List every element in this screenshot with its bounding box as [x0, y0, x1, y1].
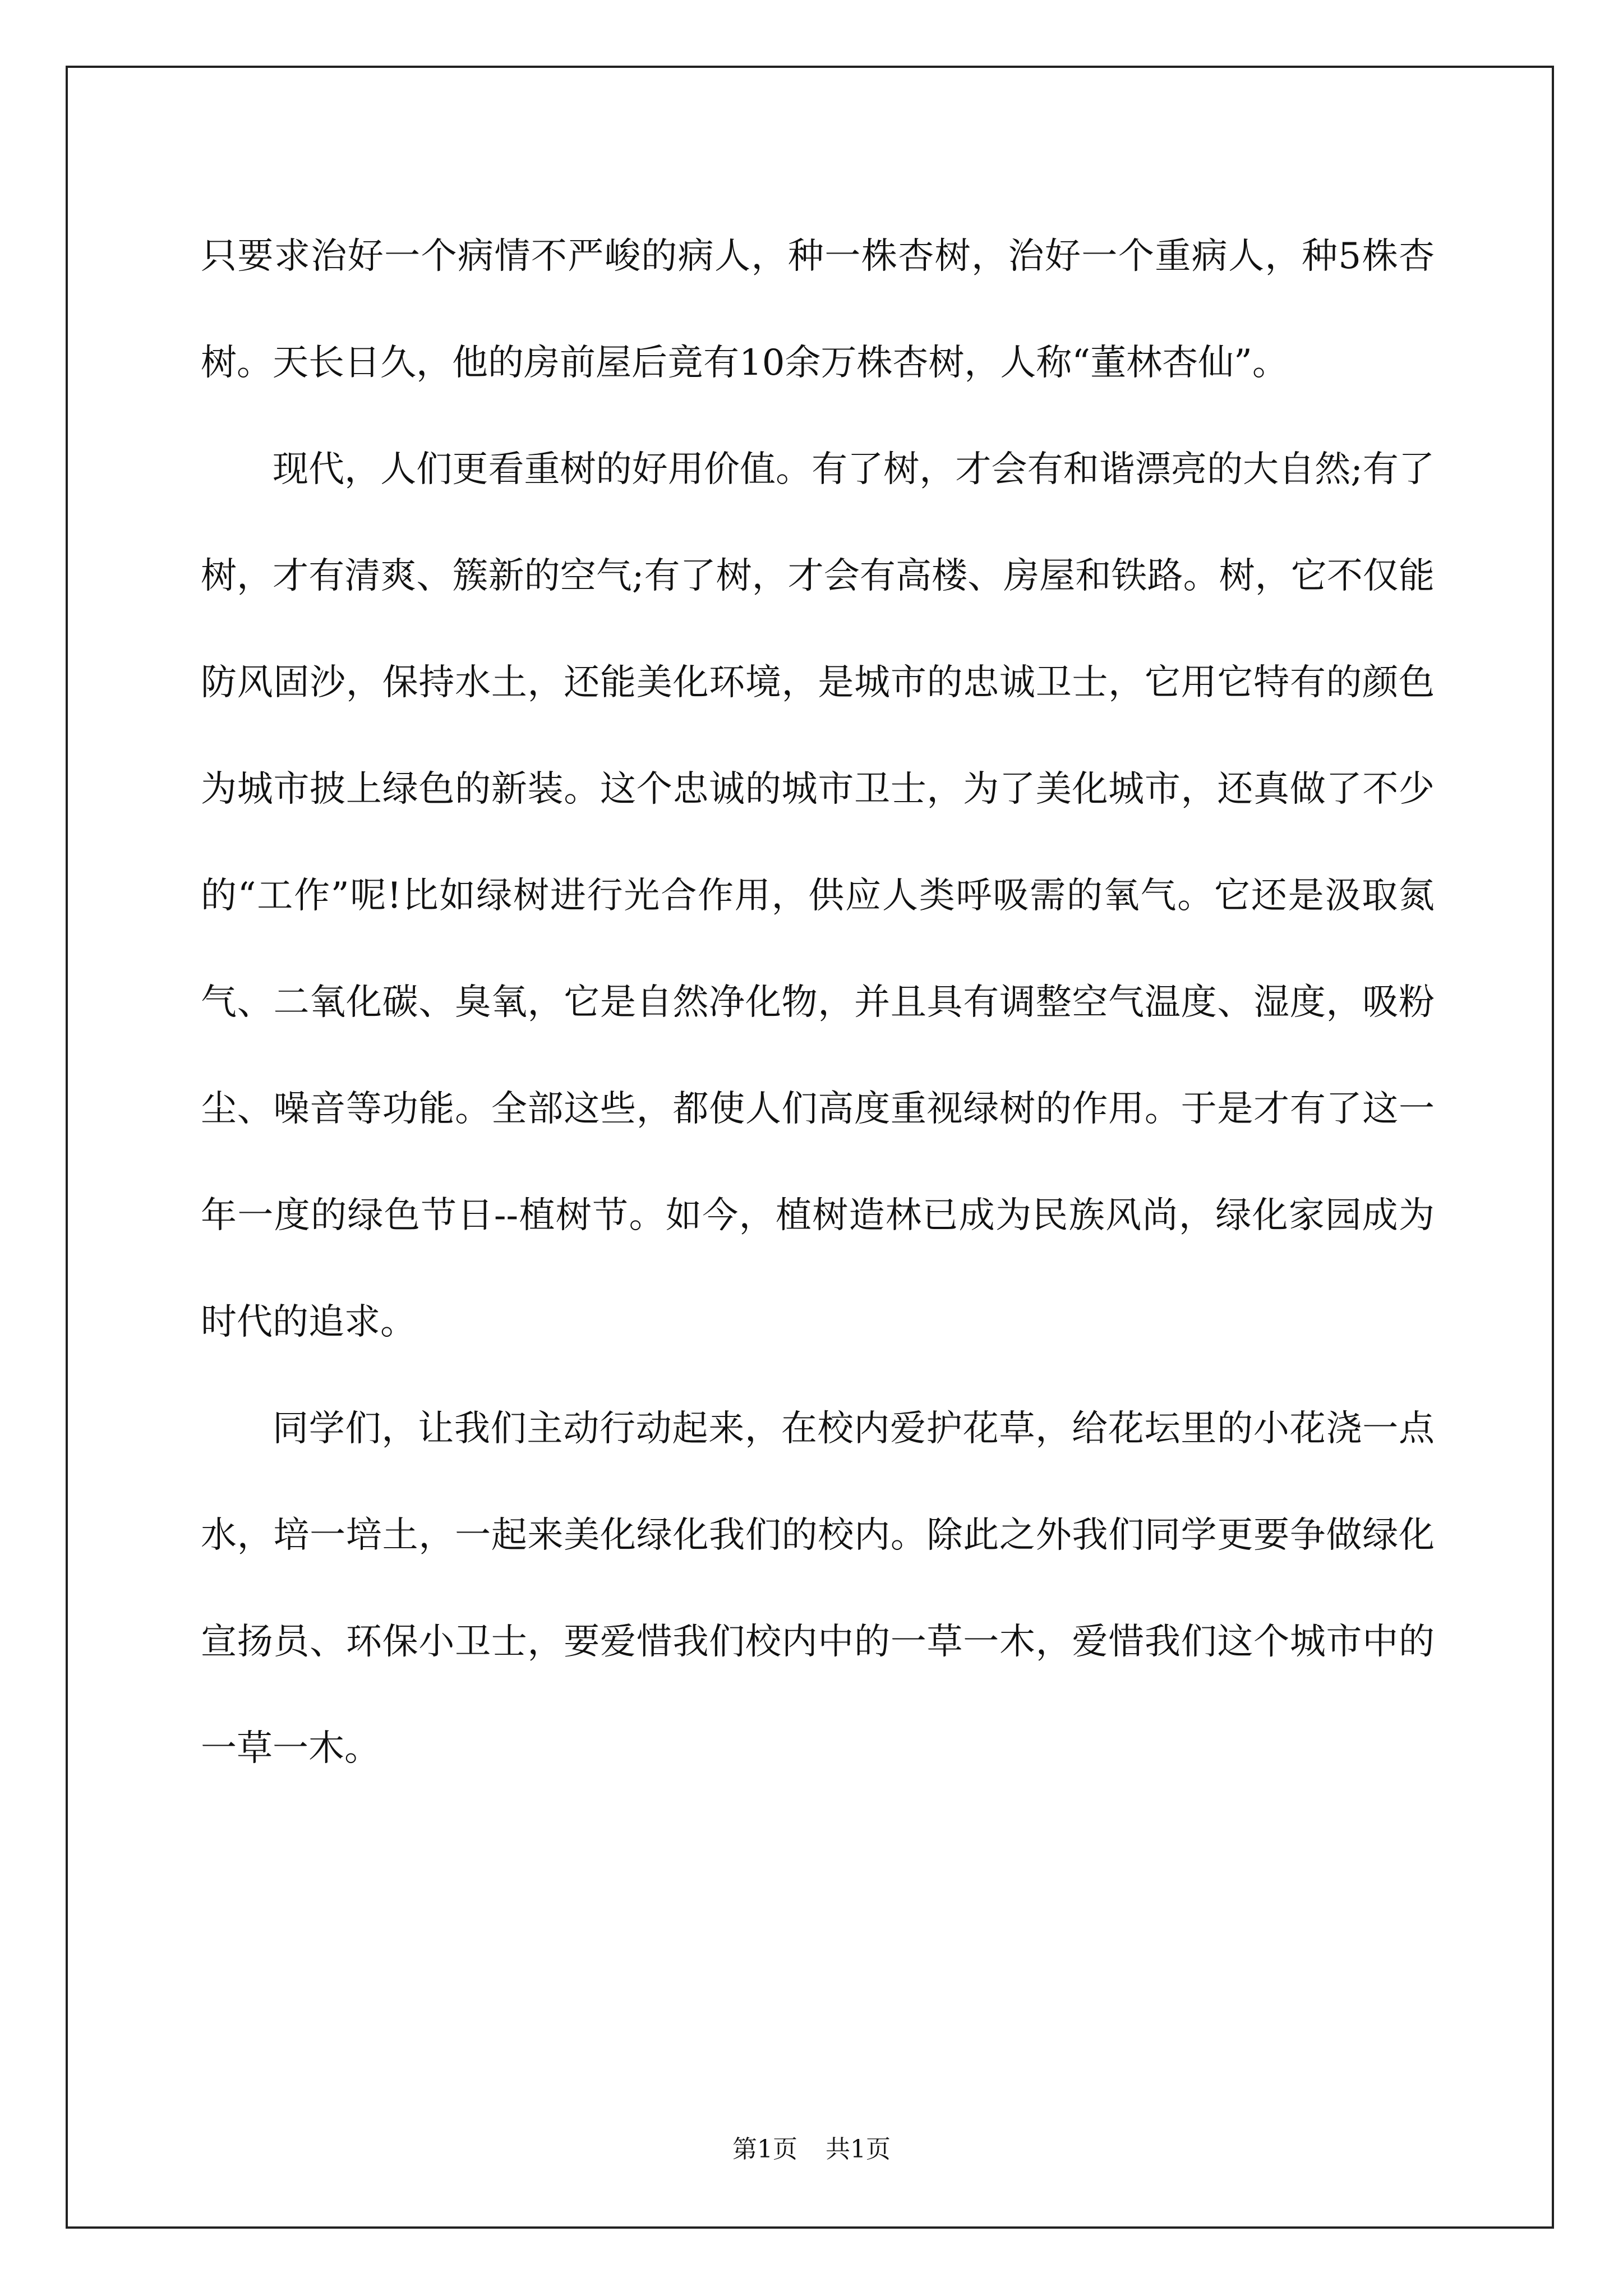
paragraph-1: 只要求治好一个病情不严峻的病人，种一株杏树，治好一个重病人，种5株杏树。天长日久，他的房前屋后竟有10余万株杏树，人称“董林杏仙”。	[201, 236, 1435, 384]
paragraph-3: 同学们，让我们主动行动起来，在校内爱护花草，给花坛里的小花浇一点水，培一培土，一起来美化绿化我们的校内。除此之外我们同学更要争做绿化宣扬员、环保小卫士，要爱惜我们校内中的一草一木，爱惜我们这个城市中的一草一木。	[201, 1408, 1435, 1769]
page-total: 共1页	[826, 2135, 891, 2164]
paragraph-2: 现代，人们更看重树的好用价值。有了树，才会有和谐漂亮的大自然;有了树，才有清爽、簇新的空气;有了树，才会有高楼、房屋和铁路。树，它不仅能防风固沙，保持水土，还能美化环境，是城市的忠诚卫士，它用它特有的颜色为城市披上绿色的新装。这个忠诚的城市卫士，为了美化城市，还真做了不少的“工作”呢!比如绿树进行光合作用，供应人类呼吸需的氧气。它还是汲取氮气、二氧化碳、臭氧，它是自然净化物，并且具有调整空气温度、湿度，吸粉尘、噪音等功能。全部这些，都使人们高度重视绿树的作用。于是才有了这一年一度的绿色节日--植树节。如今，植树造林已成为民族风尚，绿化家园成为时代的追求。	[201, 449, 1435, 1343]
page-number: 第1页	[732, 2135, 797, 2164]
document-body	[201, 203, 1435, 1802]
page-footer	[0, 2129, 1623, 2165]
